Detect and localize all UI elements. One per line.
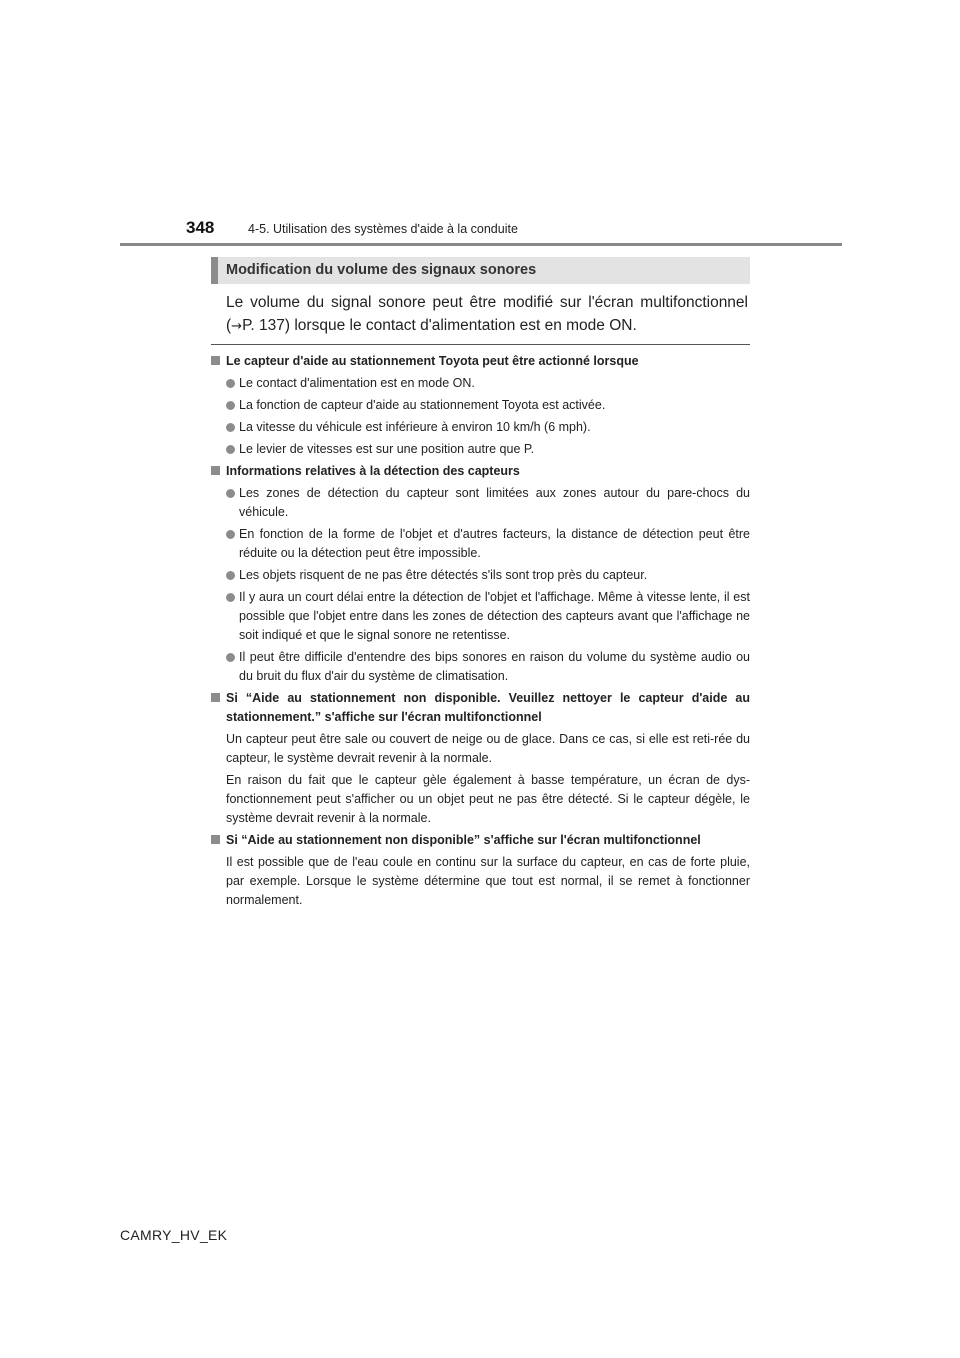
- round-bullet-icon: [226, 445, 235, 454]
- round-bullet-icon: [226, 571, 235, 580]
- note-heading: [211, 352, 750, 371]
- bullet-text: Le levier de vitesses est sur une position autre que P.: [239, 442, 535, 456]
- bullet-text: Les objets risquent de ne pas être détectés s'ils sont trop près du capteur.: [239, 568, 648, 582]
- square-bullet-icon: [211, 835, 220, 844]
- bullet-text: En fonction de la forme de l'objet et d'autres facteurs, la distance de détection peut être réduite ou la détection peut être impossible.: [239, 527, 750, 560]
- bullet-item: [211, 566, 750, 585]
- bullet-item: [211, 440, 750, 459]
- bullet-text: Les zones de détection du capteur sont limitées aux zones autour du pare-chocs du véhicule.: [239, 486, 750, 519]
- note-block: [211, 831, 750, 910]
- bullet-item: [211, 588, 750, 645]
- note-heading-text: Le capteur d'aide au stationnement Toyota peut être actionné lorsque: [226, 354, 639, 368]
- square-bullet-icon: [211, 466, 220, 475]
- bullet-text: Il y aura un court délai entre la détection de l'objet et l'affichage. Même à vitesse lente, il est possible que l'objet entre dans les zones de détection des capteurs avant que l'affichage ne soit indiqué et que le signal sonore ne retentisse.: [239, 590, 750, 642]
- note-heading-text: Informations relatives à la détection des capteurs: [226, 464, 520, 478]
- round-bullet-icon: [226, 653, 235, 662]
- page-number: 348: [186, 218, 215, 237]
- divider: [211, 344, 750, 345]
- round-bullet-icon: [226, 593, 235, 602]
- model-code: CAMRY_HV_EK: [120, 1227, 228, 1243]
- bullet-item: [211, 418, 750, 437]
- bullet-text: La fonction de capteur d'aide au stationnement Toyota est activée.: [239, 398, 606, 412]
- header-rule: [120, 243, 842, 246]
- note-heading-text: Si “Aide au stationnement non disponible” s'affiche sur l'écran multifonctionnel: [226, 833, 701, 847]
- bullet-item: [211, 525, 750, 563]
- bullet-text: Il peut être difficile d'entendre des bips sonores en raison du volume du système audio ou du bruit du flux d'air du système de climatisation.: [239, 650, 750, 683]
- square-bullet-icon: [211, 693, 220, 702]
- note-heading-text: Si “Aide au stationnement non disponible. Veuillez nettoyer le capteur d'aide au stationnement.” s'affiche sur l'écran multifonctionnel: [226, 691, 750, 724]
- bullet-item: [211, 374, 750, 393]
- bullet-item: [211, 396, 750, 415]
- note-paragraph: Un capteur peut être sale ou couvert de neige ou de glace. Dans ce cas, si elle est reti-rée du capteur, le système devrait revenir à la normale.: [226, 732, 750, 765]
- bullet-text: La vitesse du véhicule est inférieure à environ 10 km/h (6 mph).: [239, 420, 591, 434]
- note-heading: [211, 689, 750, 727]
- round-bullet-icon: [226, 423, 235, 432]
- bullet-item: [211, 484, 750, 522]
- intro-text-after: P. 137) lorsque le contact d'alimentation est en mode ON.: [242, 317, 637, 334]
- round-bullet-icon: [226, 530, 235, 539]
- intro-text-before: Le volume du signal sonore peut être modifié sur l'écran multifonctionnel (: [226, 294, 748, 334]
- note-block: [211, 352, 750, 459]
- round-bullet-icon: [226, 401, 235, 410]
- intro-paragraph: [226, 291, 748, 338]
- note-paragraph: En raison du fait que le capteur gèle également à basse température, un écran de dys-fonctionnement peut s'afficher ou un objet peut ne pas être détecté. Si le capteur dégèle, le système devrait revenir à la normale.: [226, 773, 750, 825]
- bullet-item: [211, 648, 750, 686]
- square-bullet-icon: [211, 356, 220, 365]
- round-bullet-icon: [226, 379, 235, 388]
- note-heading: [211, 831, 750, 850]
- section-heading: Modification du volume des signaux sonores: [211, 257, 750, 284]
- note-paragraph: Il est possible que de l'eau coule en continu sur la surface du capteur, en cas de forte pluie, par exemple. Lorsque le système détermine que tout est normal, il se remet à fonctionner normalement.: [226, 855, 750, 907]
- note-block: [211, 462, 750, 686]
- reference-arrow-icon: →: [231, 319, 243, 334]
- bullet-text: Le contact d'alimentation est en mode ON.: [239, 376, 475, 390]
- notes-section: [211, 352, 750, 913]
- note-block: [211, 689, 750, 828]
- section-path: 4-5. Utilisation des systèmes d'aide à la conduite: [248, 222, 518, 236]
- note-heading: [211, 462, 750, 481]
- round-bullet-icon: [226, 489, 235, 498]
